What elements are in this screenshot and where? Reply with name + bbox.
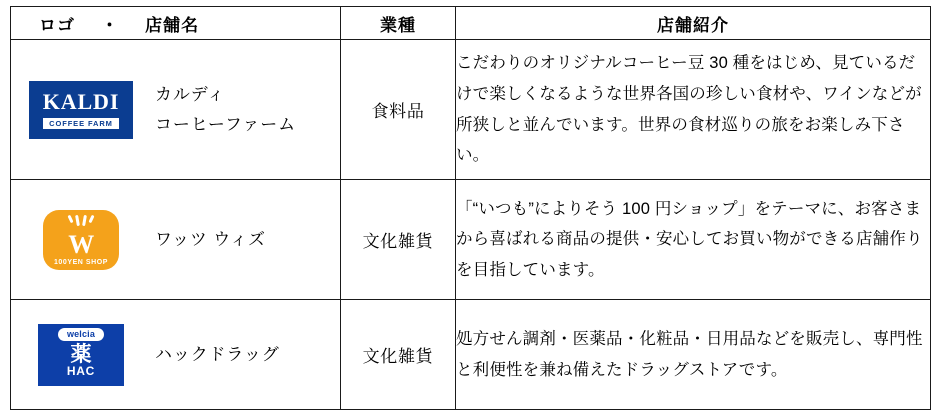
column-header-logo-and-name	[11, 7, 341, 40]
store-name-line2: コーヒーファーム	[155, 114, 296, 134]
welcia-logo-badge: welcia	[58, 328, 104, 342]
column-header-category: 業種	[341, 7, 456, 40]
watts-with-100yen-shop-logo-icon	[29, 209, 133, 271]
table-row	[11, 40, 931, 180]
store-name	[155, 340, 280, 370]
cell-logo-and-name	[11, 180, 341, 300]
column-header-logo-label: ロゴ	[39, 15, 76, 35]
description-text: 処方せん調剤・医薬品・化粧品・日用品などを販売し、専門性と利便性を兼ね備えたドラッグストアです。	[456, 329, 923, 379]
store-name-line1: ハックドラッグ	[155, 344, 280, 364]
store-name	[155, 225, 266, 255]
kaldi-coffee-farm-logo-icon	[29, 79, 133, 141]
cell-category: 文化雑貨	[341, 300, 456, 410]
store-list-table	[10, 6, 931, 410]
welcia-logo-hac-text: HAC	[66, 364, 96, 379]
cell-description	[456, 40, 931, 180]
watts-logo-rays	[43, 215, 119, 229]
cell-description	[456, 300, 931, 410]
description-text: 「“いつも”によりそう 100 円ショップ」をテーマに、お客さまから喜ばれる商品の提供・安心してお買い物ができる店舗作りを目指しています。	[456, 199, 923, 279]
store-name-line1: ワッツ ウィズ	[155, 229, 266, 249]
welcia-logo-kanji: 薬	[70, 342, 92, 367]
table-row	[11, 180, 931, 300]
cell-category: 文化雑貨	[341, 180, 456, 300]
description-text: こだわりのオリジナルコーヒー豆 30 種をはじめ、見ているだけで楽しくなるような世界各国の珍しい食材や、ワインなどが所狭しと並んでいます。世界の食材巡りの旅をお楽しみ下さい。	[456, 54, 922, 165]
column-header-description: 店舗紹介	[456, 7, 931, 40]
column-header-store-name-label: 店舗名	[145, 15, 200, 35]
cell-logo-and-name	[11, 300, 341, 410]
table-row	[11, 300, 931, 410]
cell-category: 食料品	[341, 40, 456, 180]
table-body	[11, 40, 931, 410]
table-header-row	[11, 7, 931, 40]
column-header-separator: ・	[101, 15, 120, 35]
kaldi-logo-wordmark: KALDI	[42, 88, 120, 114]
store-list-sheet	[0, 6, 940, 410]
store-name	[155, 80, 296, 140]
watts-logo-wordmark: W	[68, 229, 94, 259]
cell-description	[456, 180, 931, 300]
store-name-line1: カルディ	[155, 84, 226, 104]
welcia-hac-drug-logo-icon	[29, 324, 133, 386]
kaldi-logo-subtext: COFFEE FARM	[43, 118, 119, 129]
table-header	[11, 7, 931, 40]
cell-logo-and-name	[11, 40, 341, 180]
watts-logo-subtext: 100YEN SHOP	[53, 258, 108, 266]
